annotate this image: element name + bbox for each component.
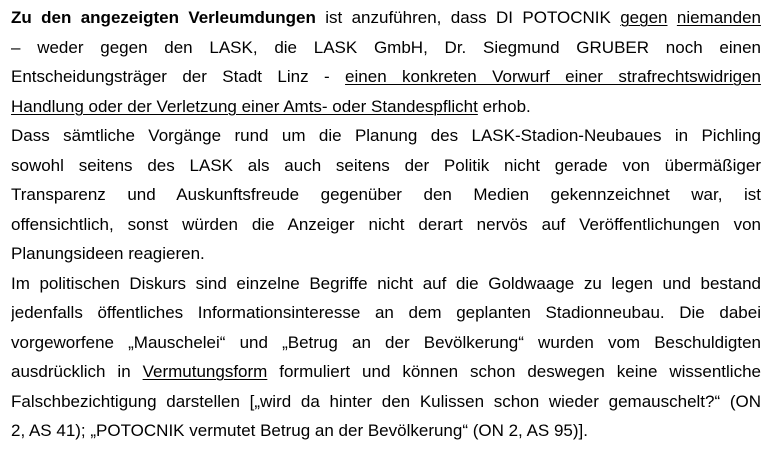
text-run: Falschbezichtigung darstellen [„wird da hinter den Kulissen schon wieder gemauschelt?“ (ON [11,391,761,411]
text-line [11,328,761,358]
text-line [11,357,761,387]
paragraph [11,269,761,446]
text-run [668,8,677,27]
text-line [11,210,761,240]
document-page [11,3,761,446]
text-run: formuliert und können schon deswegen keine wissentliche [267,362,761,381]
text-run: offensichtlich, sonst würden die Anzeiger nicht derart nervös auf Veröffentlichungen von [11,214,761,234]
paragraph [11,3,761,121]
text-run: jedenfalls öffentliches Informationsinteresse an dem geplanten Stadionneubau. Die dabei [11,303,761,322]
text-run: Im politischen Diskurs sind einzelne Begriffe nicht auf die Goldwaage zu legen und bestand [11,273,761,293]
text-line [11,151,761,181]
bold-text: Zu den angezeigten Verleumdungen [11,8,316,27]
text-line [11,92,761,122]
text-line [11,298,761,328]
text-line [11,180,761,210]
text-line [11,3,761,33]
text-run: Transparenz und Auskunftsfreude gegenüber den Medien gekennzeichnet war, ist [11,185,761,204]
text-run: Planungsideen reagieren. [11,244,205,263]
underlined-text: Vermutungsform [142,362,268,381]
text-run: 2, AS 41); „POTOCNIK vermutet Betrug an der Bevölkerung“ (ON 2, AS 95)]. [11,421,588,440]
text-line [11,239,761,269]
text-line [11,387,761,417]
text-line [11,121,761,151]
text-run: ist anzuführen, dass DI POTOCNIK [315,8,621,27]
text-run: Entscheidungsträger der Stadt Linz - [11,67,346,86]
underlined-text: einen konkreten Vorwurf einer strafrechtswidrigen [345,67,761,86]
text-line [11,269,761,299]
text-run: – weder gegen den LASK, die LASK GmbH, Dr. Siegmund GRUBER noch einen [11,37,761,57]
text-run: erhob. [477,96,531,116]
text-run: vorgeworfene „Mauschelei“ und „Betrug an der Bevölkerung“ wurden vom Beschuldigten [11,332,761,352]
underlined-text: niemanden [676,8,761,27]
text-line [11,33,761,63]
underlined-text: Handlung oder der Verletzung einer Amts- oder Standespflicht [11,96,478,116]
text-line [11,62,761,92]
text-run: ausdrücklich in [11,362,143,381]
paragraph [11,121,761,269]
text-run: sowohl seitens des LASK als auch seitens der Politik nicht gerade von übermäßiger [11,155,761,175]
text-line [11,416,761,446]
underlined-text: gegen [620,8,668,27]
text-run: Dass sämtliche Vorgänge rund um die Planung des LASK-Stadion-Neubaues in Pichling [11,126,761,145]
